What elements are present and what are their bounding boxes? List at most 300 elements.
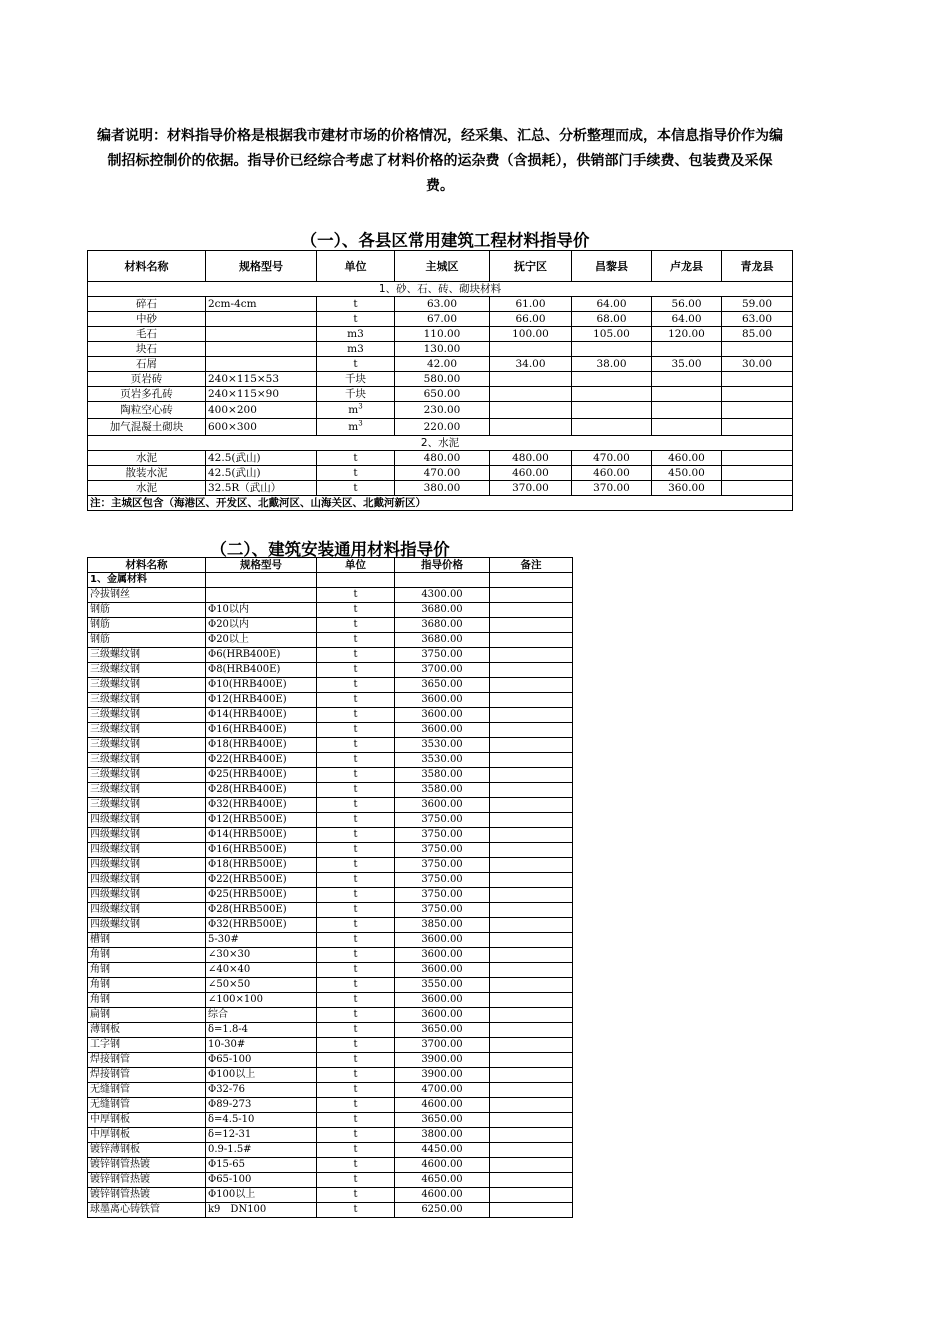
table-row xyxy=(88,858,573,873)
material-name: 石屑 xyxy=(88,357,206,372)
material-name: 中砂 xyxy=(88,312,206,327)
table2-header-row xyxy=(88,558,573,573)
guide-price: 3800.00 xyxy=(395,1128,490,1143)
material-unit xyxy=(317,342,395,357)
price-cell: 460.00 xyxy=(652,451,722,466)
price-cell xyxy=(722,451,793,466)
guide-price: 4600.00 xyxy=(395,1098,490,1113)
material-unit: t xyxy=(317,648,395,663)
material-unit xyxy=(317,466,395,481)
price-cell: 56.00 xyxy=(652,297,722,312)
guide-price: 3650.00 xyxy=(395,1023,490,1038)
remark xyxy=(490,873,573,888)
price-cell xyxy=(490,372,572,387)
material-unit: t xyxy=(317,708,395,723)
table-row xyxy=(88,1008,573,1023)
guide-price: 3680.00 xyxy=(395,618,490,633)
guide-price: 3600.00 xyxy=(395,948,490,963)
category-label: 1、金属材料 xyxy=(88,573,206,588)
guide-price: 3850.00 xyxy=(395,918,490,933)
table-row xyxy=(88,342,793,357)
material-spec: Φ10(HRB400E) xyxy=(206,678,317,693)
material-name: 四级螺纹钢 xyxy=(88,888,206,903)
remark xyxy=(490,588,573,603)
material-unit: t xyxy=(317,933,395,948)
table-row xyxy=(88,918,573,933)
guide-price: 4600.00 xyxy=(395,1188,490,1203)
table-row xyxy=(88,993,573,1008)
table1-note: 注：主城区包含（海港区、开发区、北戴河区、山海关区、北戴河新区） xyxy=(88,496,793,511)
remark xyxy=(490,723,573,738)
material-name: 毛石 xyxy=(88,327,206,342)
unit-text: m3 xyxy=(347,343,364,355)
material-spec: Φ32(HRB400E) xyxy=(206,798,317,813)
unit-text: t xyxy=(353,313,358,325)
guide-price: 3600.00 xyxy=(395,708,490,723)
header-cell: 单位 xyxy=(317,558,395,573)
guide-price: 3600.00 xyxy=(395,993,490,1008)
remark xyxy=(490,933,573,948)
price-cell: 59.00 xyxy=(722,297,793,312)
material-unit xyxy=(317,402,395,419)
material-unit: t xyxy=(317,738,395,753)
material-name: 三级螺纹钢 xyxy=(88,663,206,678)
guide-price: 3600.00 xyxy=(395,693,490,708)
section-row xyxy=(88,282,793,297)
material-unit xyxy=(317,451,395,466)
table-row xyxy=(88,1203,573,1218)
material-spec: k9 DN100 xyxy=(206,1203,317,1218)
material-name: 焊接钢管 xyxy=(88,1068,206,1083)
table-row xyxy=(88,963,573,978)
material-unit: t xyxy=(317,618,395,633)
section-label: 1、砂、石、砖、砌块材料 xyxy=(88,282,793,297)
remark xyxy=(490,1113,573,1128)
material-unit: t xyxy=(317,723,395,738)
price-cell xyxy=(572,372,652,387)
remark xyxy=(490,1173,573,1188)
material-spec: Φ18(HRB500E) xyxy=(206,858,317,873)
guide-price: 3600.00 xyxy=(395,798,490,813)
guide-price: 3580.00 xyxy=(395,768,490,783)
table-row xyxy=(88,978,573,993)
material-name: 薄钢板 xyxy=(88,1023,206,1038)
price-cell: 220.00 xyxy=(395,419,490,436)
material-name: 块石 xyxy=(88,342,206,357)
guide-price: 3650.00 xyxy=(395,1113,490,1128)
remark xyxy=(490,768,573,783)
table-row xyxy=(88,402,793,419)
table-row xyxy=(88,723,573,738)
remark xyxy=(490,828,573,843)
material-name: 四级螺纹钢 xyxy=(88,873,206,888)
price-cell xyxy=(490,419,572,436)
material-spec xyxy=(206,312,317,327)
material-unit xyxy=(317,419,395,436)
guide-price: 3750.00 xyxy=(395,648,490,663)
remark xyxy=(490,1038,573,1053)
material-name: 四级螺纹钢 xyxy=(88,828,206,843)
material-spec: 600×300 xyxy=(206,419,317,436)
material-spec: Φ65-100 xyxy=(206,1053,317,1068)
remark xyxy=(490,693,573,708)
material-name: 四级螺纹钢 xyxy=(88,813,206,828)
material-spec: 42.5(武山) xyxy=(206,451,317,466)
county-price-table xyxy=(87,250,793,511)
guide-price: 3750.00 xyxy=(395,873,490,888)
table-row xyxy=(88,1068,573,1083)
material-unit: t xyxy=(317,1128,395,1143)
material-spec: δ=4.5-10 xyxy=(206,1113,317,1128)
material-spec: 240×115×53 xyxy=(206,372,317,387)
table-row xyxy=(88,357,793,372)
material-spec: 400×200 xyxy=(206,402,317,419)
price-cell: 650.00 xyxy=(395,387,490,402)
table-row xyxy=(88,372,793,387)
price-cell: 460.00 xyxy=(490,466,572,481)
material-spec: 5-30# xyxy=(206,933,317,948)
remark xyxy=(490,633,573,648)
unit-text: t xyxy=(353,452,358,464)
price-cell xyxy=(652,402,722,419)
material-unit: t xyxy=(317,783,395,798)
table-row xyxy=(88,618,573,633)
material-spec: Φ22(HRB400E) xyxy=(206,753,317,768)
material-spec: Φ32-76 xyxy=(206,1083,317,1098)
remark xyxy=(490,1023,573,1038)
material-unit: t xyxy=(317,768,395,783)
remark xyxy=(490,783,573,798)
header-cell: 卢龙县 xyxy=(652,251,722,282)
material-spec: Φ20以内 xyxy=(206,618,317,633)
guide-price: 3600.00 xyxy=(395,933,490,948)
material-name: 页岩多孔砖 xyxy=(88,387,206,402)
material-name: 钢筋 xyxy=(88,633,206,648)
material-name: 角钢 xyxy=(88,963,206,978)
guide-price: 4450.00 xyxy=(395,1143,490,1158)
remark xyxy=(490,948,573,963)
material-spec xyxy=(206,588,317,603)
remark xyxy=(490,888,573,903)
material-name: 四级螺纹钢 xyxy=(88,858,206,873)
empty-cell xyxy=(206,573,317,588)
guide-price: 3750.00 xyxy=(395,888,490,903)
material-spec: 0.9-1.5# xyxy=(206,1143,317,1158)
price-cell: 470.00 xyxy=(395,466,490,481)
material-spec: Φ6(HRB400E) xyxy=(206,648,317,663)
price-cell xyxy=(722,466,793,481)
price-cell: 64.00 xyxy=(652,312,722,327)
table-row xyxy=(88,873,573,888)
material-spec xyxy=(206,327,317,342)
material-unit: t xyxy=(317,1173,395,1188)
material-unit: t xyxy=(317,813,395,828)
guide-price: 3550.00 xyxy=(395,978,490,993)
material-unit: t xyxy=(317,873,395,888)
material-spec: 10-30# xyxy=(206,1038,317,1053)
material-name: 四级螺纹钢 xyxy=(88,903,206,918)
material-spec: Φ89-273 xyxy=(206,1098,317,1113)
header-cell: 青龙县 xyxy=(722,251,793,282)
price-cell: 30.00 xyxy=(722,357,793,372)
table-row xyxy=(88,948,573,963)
guide-price: 3750.00 xyxy=(395,858,490,873)
remark xyxy=(490,618,573,633)
table-row xyxy=(88,1083,573,1098)
material-spec: Φ20以上 xyxy=(206,633,317,648)
price-cell: 63.00 xyxy=(722,312,793,327)
material-name: 角钢 xyxy=(88,993,206,1008)
price-cell: 460.00 xyxy=(572,466,652,481)
material-spec: Φ14(HRB500E) xyxy=(206,828,317,843)
section-row xyxy=(88,436,793,451)
material-name: 加气混凝土砌块 xyxy=(88,419,206,436)
material-unit xyxy=(317,297,395,312)
material-unit: t xyxy=(317,1158,395,1173)
price-cell xyxy=(490,402,572,419)
material-spec: ∠30×30 xyxy=(206,948,317,963)
material-name: 工字钢 xyxy=(88,1038,206,1053)
header-cell: 材料名称 xyxy=(88,558,206,573)
remark xyxy=(490,678,573,693)
material-spec: 综合 xyxy=(206,1008,317,1023)
unit-text: 千块 xyxy=(345,388,366,400)
table-row xyxy=(88,1143,573,1158)
price-cell: 67.00 xyxy=(395,312,490,327)
remark xyxy=(490,753,573,768)
price-cell xyxy=(572,387,652,402)
price-cell: 370.00 xyxy=(572,481,652,496)
unit-text: m3 xyxy=(347,328,364,340)
material-spec: Φ12(HRB500E) xyxy=(206,813,317,828)
material-name: 三级螺纹钢 xyxy=(88,768,206,783)
price-cell: 61.00 xyxy=(490,297,572,312)
guide-price: 3600.00 xyxy=(395,963,490,978)
price-cell: 120.00 xyxy=(652,327,722,342)
remark xyxy=(490,843,573,858)
material-name: 水泥 xyxy=(88,481,206,496)
empty-cell xyxy=(317,573,395,588)
price-cell: 100.00 xyxy=(490,327,572,342)
material-spec: Φ16(HRB500E) xyxy=(206,843,317,858)
price-cell xyxy=(722,387,793,402)
table-row xyxy=(88,738,573,753)
material-unit: t xyxy=(317,1143,395,1158)
remark xyxy=(490,798,573,813)
price-cell: 380.00 xyxy=(395,481,490,496)
remark xyxy=(490,993,573,1008)
material-name: 无缝钢管 xyxy=(88,1083,206,1098)
unit-text: m xyxy=(348,404,359,416)
remark xyxy=(490,1008,573,1023)
header-cell: 规格型号 xyxy=(206,558,317,573)
unit-text: t xyxy=(353,482,358,494)
section-label: 2、水泥 xyxy=(88,436,793,451)
material-spec: Φ100以上 xyxy=(206,1068,317,1083)
table-row xyxy=(88,1128,573,1143)
material-spec: ∠50×50 xyxy=(206,978,317,993)
material-name: 镀锌薄钢板 xyxy=(88,1143,206,1158)
material-unit: t xyxy=(317,663,395,678)
material-name: 焊接钢管 xyxy=(88,1053,206,1068)
table-row xyxy=(88,1053,573,1068)
material-spec: 32.5R（武山） xyxy=(206,481,317,496)
header-cell: 昌黎县 xyxy=(572,251,652,282)
table-row xyxy=(88,843,573,858)
price-cell: 42.00 xyxy=(395,357,490,372)
unit-text: t xyxy=(353,358,358,370)
note-row xyxy=(88,496,793,511)
guide-price: 3530.00 xyxy=(395,753,490,768)
material-spec: Φ14(HRB400E) xyxy=(206,708,317,723)
material-unit xyxy=(317,327,395,342)
price-cell: 480.00 xyxy=(490,451,572,466)
material-unit: t xyxy=(317,963,395,978)
material-spec: 42.5(武山) xyxy=(206,466,317,481)
editor-note: 编者说明：材料指导价格是根据我市建材市场的价格情况，经采集、汇总、分析整理而成，本信息指导价作为编制招标控制价的依据。指导价已经综合考虑了材料价格的运杂费（含损耗），供销部门手续费、包装费及采保费。 xyxy=(97,128,783,194)
material-name: 三级螺纹钢 xyxy=(88,723,206,738)
remark xyxy=(490,1098,573,1113)
material-spec: Φ28(HRB400E) xyxy=(206,783,317,798)
remark xyxy=(490,963,573,978)
price-cell: 470.00 xyxy=(572,451,652,466)
table-row xyxy=(88,648,573,663)
price-cell: 34.00 xyxy=(490,357,572,372)
material-spec: Φ65-100 xyxy=(206,1173,317,1188)
material-unit xyxy=(317,357,395,372)
guide-price: 3600.00 xyxy=(395,1008,490,1023)
material-unit: t xyxy=(317,993,395,1008)
remark xyxy=(490,1128,573,1143)
remark xyxy=(490,813,573,828)
price-cell: 68.00 xyxy=(572,312,652,327)
material-unit: t xyxy=(317,1068,395,1083)
guide-price: 3600.00 xyxy=(395,723,490,738)
material-unit: t xyxy=(317,888,395,903)
material-name: 三级螺纹钢 xyxy=(88,678,206,693)
table-row xyxy=(88,387,793,402)
guide-price: 3650.00 xyxy=(395,678,490,693)
guide-price: 3750.00 xyxy=(395,903,490,918)
material-unit: t xyxy=(317,843,395,858)
empty-cell xyxy=(395,573,490,588)
header-cell: 材料名称 xyxy=(88,251,206,282)
price-cell: 66.00 xyxy=(490,312,572,327)
guide-price: 3580.00 xyxy=(395,783,490,798)
material-spec: Φ16(HRB400E) xyxy=(206,723,317,738)
material-unit: t xyxy=(317,693,395,708)
material-unit xyxy=(317,372,395,387)
material-name: 四级螺纹钢 xyxy=(88,843,206,858)
price-cell xyxy=(652,342,722,357)
remark xyxy=(490,708,573,723)
price-cell: 370.00 xyxy=(490,481,572,496)
material-name: 扁钢 xyxy=(88,1008,206,1023)
price-cell xyxy=(652,372,722,387)
material-name: 四级螺纹钢 xyxy=(88,918,206,933)
material-name: 镀锌钢管热镀 xyxy=(88,1158,206,1173)
material-unit: t xyxy=(317,1098,395,1113)
material-name: 页岩砖 xyxy=(88,372,206,387)
header-cell: 主城区 xyxy=(395,251,490,282)
remark xyxy=(490,918,573,933)
material-spec: Φ8(HRB400E) xyxy=(206,663,317,678)
price-cell xyxy=(490,342,572,357)
material-name: 三级螺纹钢 xyxy=(88,738,206,753)
price-cell xyxy=(722,372,793,387)
price-cell: 85.00 xyxy=(722,327,793,342)
table1-header-row xyxy=(88,251,793,282)
price-cell xyxy=(722,481,793,496)
remark xyxy=(490,738,573,753)
table-row xyxy=(88,708,573,723)
material-name: 槽钢 xyxy=(88,933,206,948)
table-row xyxy=(88,1173,573,1188)
unit-text: m xyxy=(348,421,359,433)
material-spec xyxy=(206,342,317,357)
material-unit: t xyxy=(317,603,395,618)
price-cell: 38.00 xyxy=(572,357,652,372)
unit-text: t xyxy=(353,298,358,310)
table-row xyxy=(88,783,573,798)
remark xyxy=(490,1068,573,1083)
table-row xyxy=(88,1098,573,1113)
material-unit: t xyxy=(317,1188,395,1203)
price-cell: 360.00 xyxy=(652,481,722,496)
remark xyxy=(490,663,573,678)
material-spec: 2cm-4cm xyxy=(206,297,317,312)
remark xyxy=(490,903,573,918)
price-cell xyxy=(722,419,793,436)
material-unit xyxy=(317,312,395,327)
remark xyxy=(490,858,573,873)
material-unit xyxy=(317,481,395,496)
material-spec: Φ12(HRB400E) xyxy=(206,693,317,708)
price-cell xyxy=(722,342,793,357)
table-row xyxy=(88,312,793,327)
material-unit: t xyxy=(317,588,395,603)
material-name: 中厚钢板 xyxy=(88,1113,206,1128)
material-spec: Φ25(HRB500E) xyxy=(206,888,317,903)
material-spec: δ=12-31 xyxy=(206,1128,317,1143)
table-row xyxy=(88,297,793,312)
material-unit: t xyxy=(317,753,395,768)
material-name: 三级螺纹钢 xyxy=(88,693,206,708)
table-row xyxy=(88,663,573,678)
material-unit: t xyxy=(317,1083,395,1098)
material-name: 三级螺纹钢 xyxy=(88,783,206,798)
guide-price: 6250.00 xyxy=(395,1203,490,1218)
price-cell xyxy=(572,342,652,357)
unit-superscript: 3 xyxy=(358,402,363,411)
material-name: 钢筋 xyxy=(88,603,206,618)
guide-price: 3900.00 xyxy=(395,1068,490,1083)
material-unit: t xyxy=(317,978,395,993)
table-row xyxy=(88,327,793,342)
material-name: 冷拔钢丝 xyxy=(88,588,206,603)
price-cell xyxy=(490,387,572,402)
header-cell: 单位 xyxy=(317,251,395,282)
table-row xyxy=(88,1188,573,1203)
table-row xyxy=(88,798,573,813)
unit-text: 千块 xyxy=(345,373,366,385)
guide-price: 4600.00 xyxy=(395,1158,490,1173)
material-spec: Φ32(HRB500E) xyxy=(206,918,317,933)
category-row xyxy=(88,573,573,588)
table-row xyxy=(88,768,573,783)
table-row xyxy=(88,753,573,768)
guide-price: 3680.00 xyxy=(395,603,490,618)
